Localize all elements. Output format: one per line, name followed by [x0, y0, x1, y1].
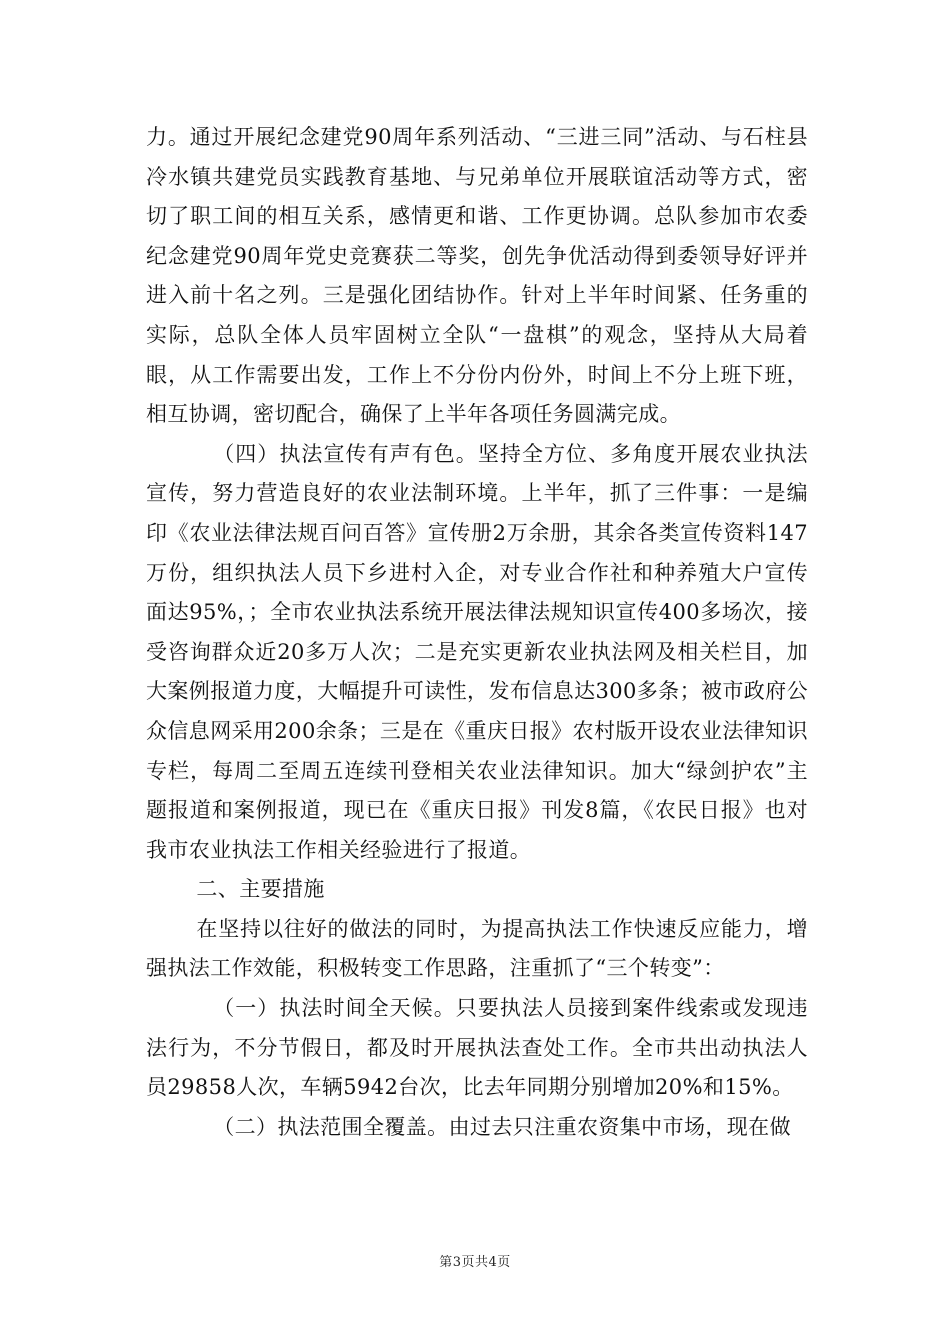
paragraph-continuation: 力。通过开展纪念建党90周年系列活动、“三进三同”活动、与石柱县冷水镇共建党员实践教育基地、与兄弟单位开展联谊活动等方式，密切了职工间的相互关系，感情更和谐、工作更协调。总队参加市农委纪念建党90周年党史竞赛获二等奖，创先争优活动得到委领导好评并进入前十名之列。三是强化团结协作。针对上半年时间紧、任务重的实际，总队全体人员牢固树立全队“一盘棋”的观念，坚持从大局着眼，从工作需要出发，工作上不分份内份外，时间上不分上班下班，相互协调，密切配合，确保了上半年各项任务圆满完成。: [146, 125, 808, 427]
paragraph-section-4: （四）执法宣传有声有色。坚持全方位、多角度开展农业执法宣传，努力营造良好的农业法制环境。上半年，抓了三件事：一是编印《农业法律法规百问百答》宣传册2万余册，其余各类宣传资料147万份，组织执法人员下乡进村入企，对专业合作社和种养殖大户宣传面达95%，；全市农业执法系统开展法律法规知识宣传400多场次，接受咨询群众近20多万人次；二是充实更新农业执法网及相关栏目，加大案例报道力度，大幅提升可读性，发布信息达300多条；被市政府公众信息网采用200余条；三是在《重庆日报》农村版开设农业法律知识专栏，每周二至周五连续刊登相关农业法律知识。加大“绿剑护农”主题报道和案例报道，现已在《重庆日报》刊发8篇，《农民日报》也对我市农业执法工作相关经验进行了报道。: [146, 441, 808, 862]
page-number-footer: 第3页共4页: [439, 1255, 511, 1270]
paragraph-intro-measures: 在坚持以往好的做法的同时，为提高执法工作快速反应能力，增强执法工作效能，积极转变工作思路，注重抓了“三个转变”：: [146, 916, 808, 981]
section-heading-main-measures: 二、主要措施: [196, 877, 325, 902]
document-body: [146, 118, 808, 1147]
paragraph-measure-2: （二）执法范围全覆盖。由过去只注重农资集中市场，现在做: [213, 1114, 791, 1139]
paragraph-measure-1: （一）执法时间全天候。只要执法人员接到案件线索或发现违法行为，不分节假日，都及时开展执法查处工作。全市共出动执法人员29858人次，车辆5942台次，比去年同期分别增加20%和15%。: [146, 996, 808, 1100]
